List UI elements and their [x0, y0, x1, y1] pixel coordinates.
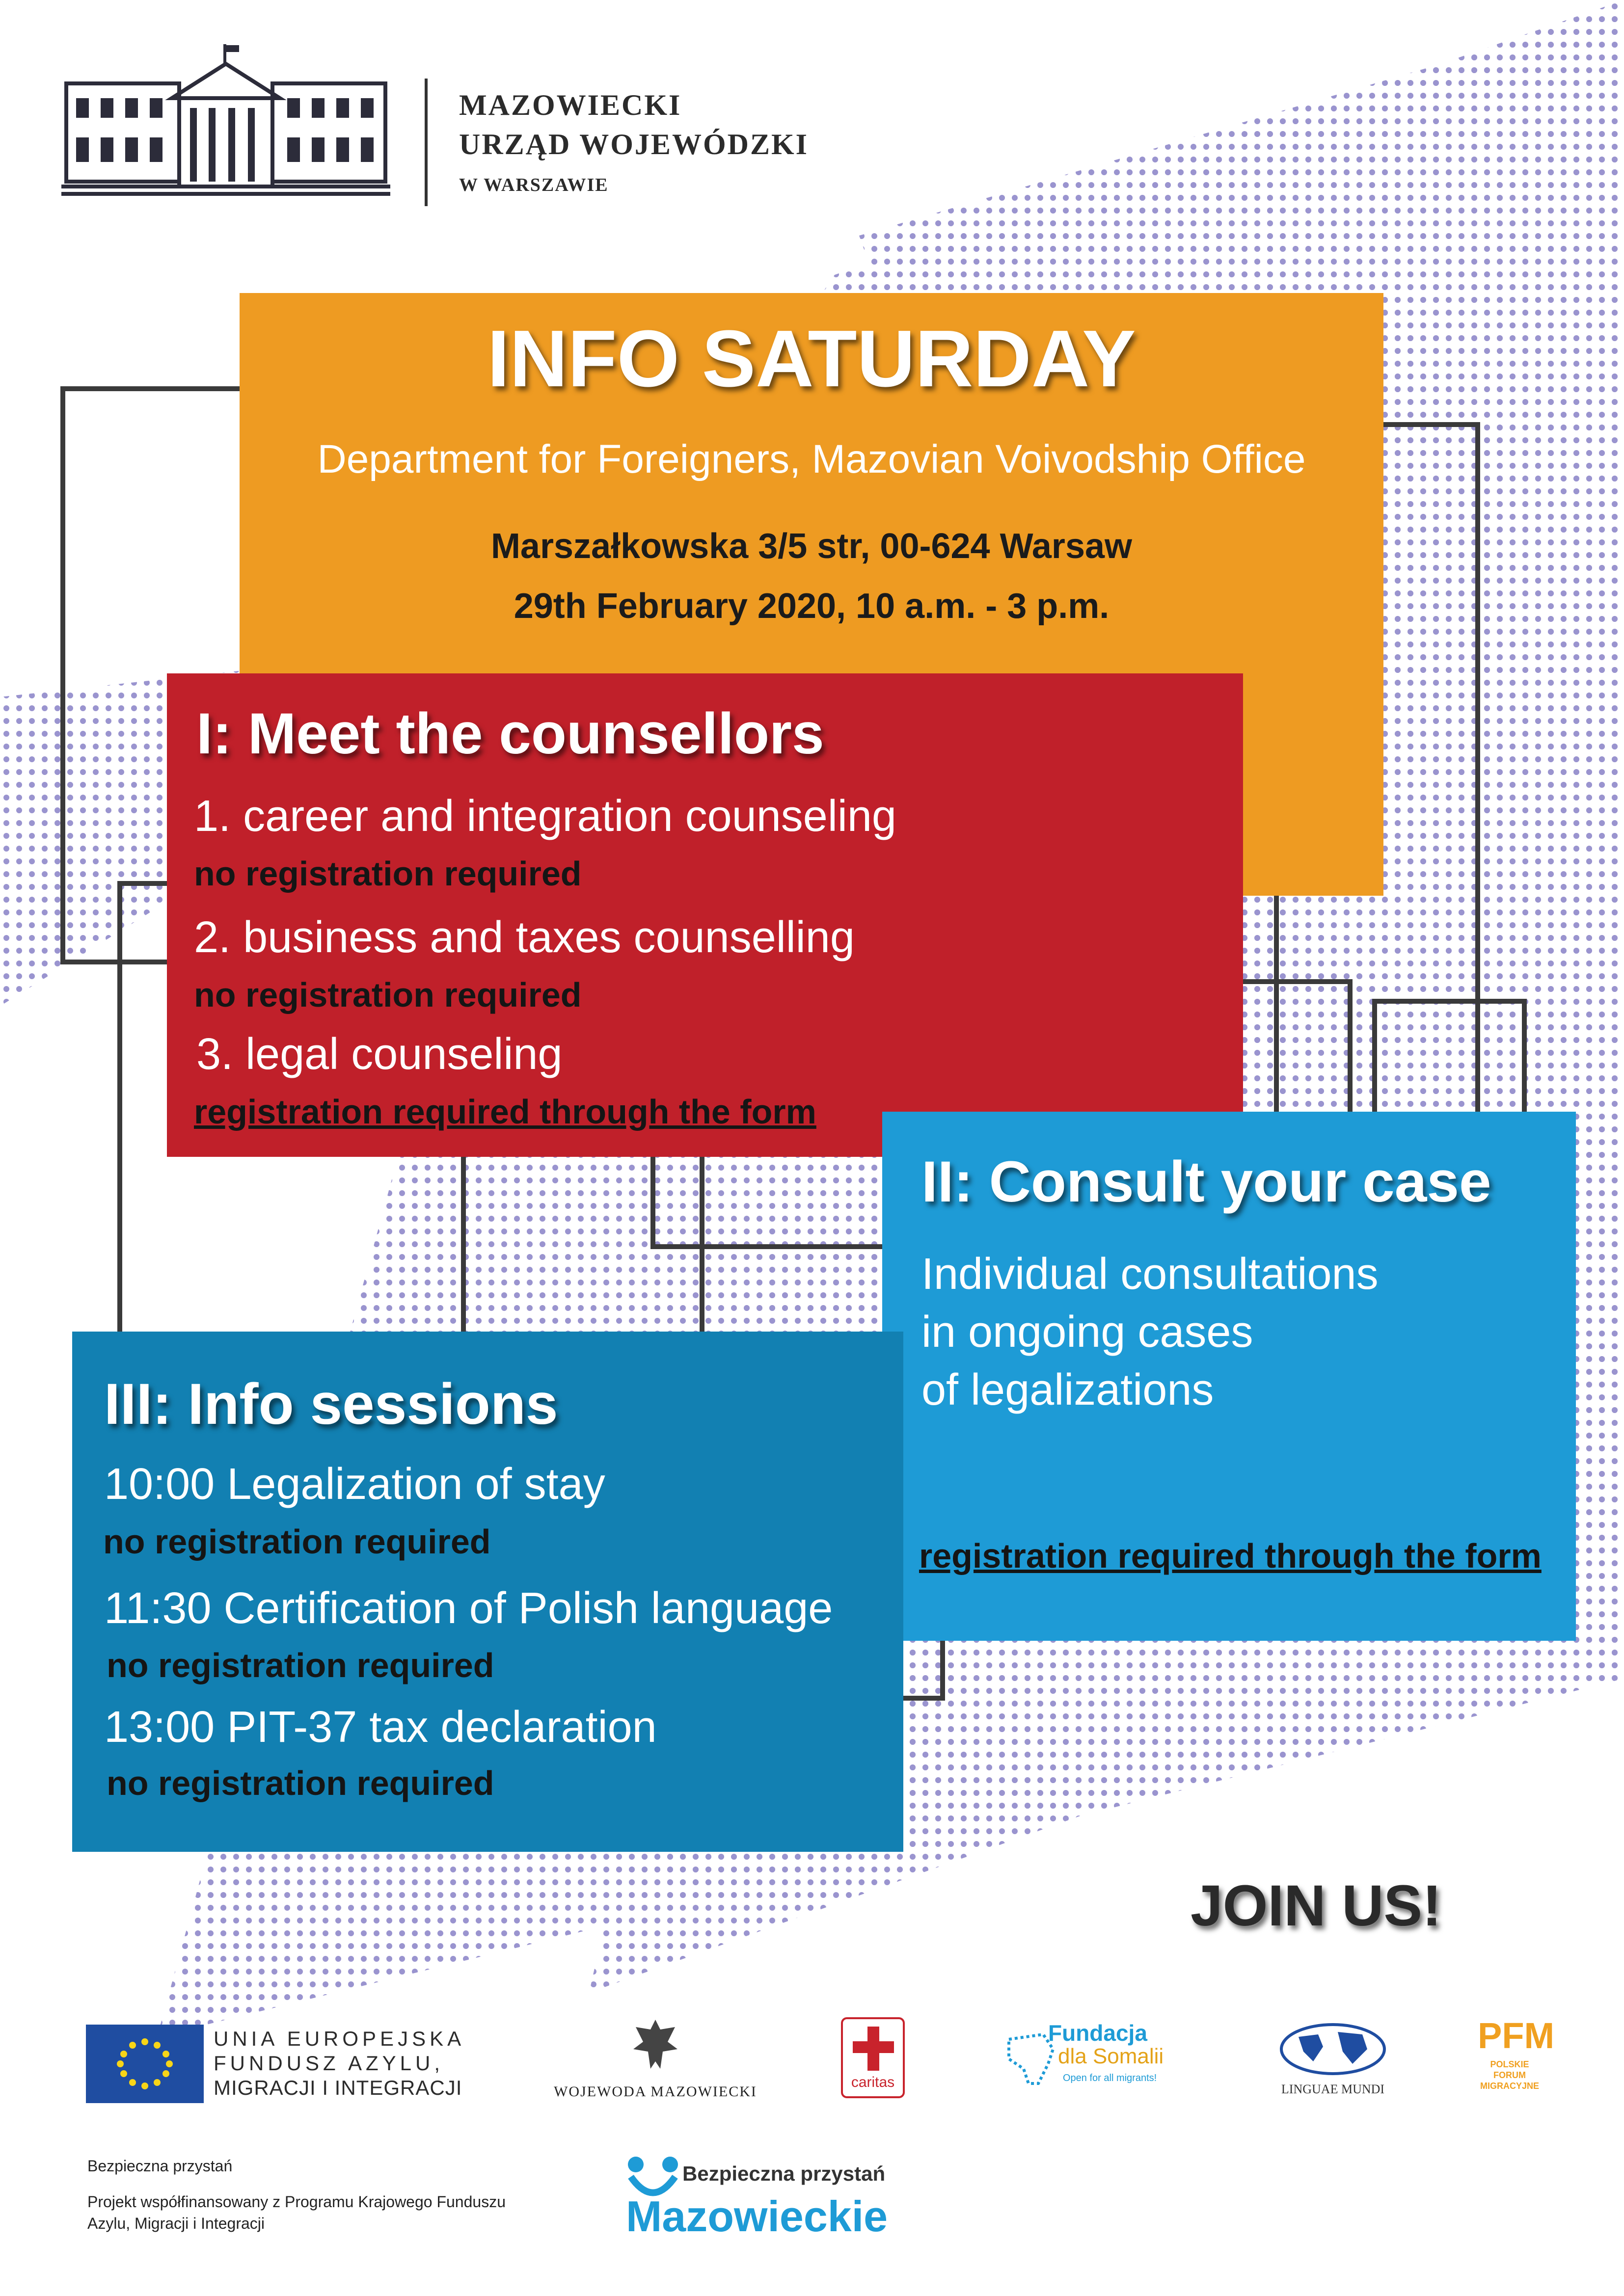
pfm-subtext: POLSKIE FORUM MIGRACYJNE: [1480, 2059, 1539, 2091]
event-subtitle: Department for Foreigners, Mazovian Voivodship Office: [317, 437, 1306, 481]
fundacja-line1: Fundacja: [1048, 2020, 1147, 2046]
org-name-line3: W WARSZAWIE: [459, 175, 609, 195]
caritas-cross-icon: [853, 2027, 894, 2071]
org-name-line2: URZĄD WOJEWÓDZKI: [459, 128, 809, 160]
section1-item-2-note: no registration required: [194, 976, 582, 1014]
header-divider: [425, 79, 428, 206]
office-logo: [61, 44, 896, 211]
session-1-note: no registration required: [103, 1522, 491, 1561]
globe-icon: [1279, 2022, 1387, 2076]
counsellors-panel: [167, 673, 1243, 1157]
section1-item-1-note: no registration required: [194, 854, 582, 893]
building-icon: [61, 44, 390, 201]
project-note-line1: Projekt współfinansowany z Programu Krajowego Funduszu: [87, 2193, 506, 2211]
session-1: 10:00 Legalization of stay: [104, 1460, 605, 1509]
event-title: INFO SATURDAY: [487, 314, 1136, 403]
event-date: 29th February 2020, 10 a.m. - 3 p.m.: [514, 587, 1110, 626]
project-note-title: Bezpieczna przystań: [87, 2157, 233, 2175]
session-2-note: no registration required: [107, 1646, 494, 1684]
bp-line2: Mazowieckie: [626, 2192, 888, 2241]
linguae-mundi-logo: [1269, 2022, 1397, 2101]
caritas-logo: [841, 2017, 905, 2098]
fundacja-line2: dla Somalii: [1058, 2044, 1164, 2068]
linguae-text: LINGUAE MUNDI: [1281, 2082, 1385, 2096]
info-sessions-panel: [72, 1332, 903, 1852]
section1-item-3: 3. legal counseling: [196, 1030, 563, 1079]
project-note-line2: Azylu, Migracji i Integracji: [87, 2215, 265, 2232]
join-us-text: JOIN US!: [1191, 1873, 1442, 1938]
fundacja-tagline: Open for all migrants!: [1063, 2073, 1157, 2083]
eu-line1: UNIA EUROPEJSKA: [214, 2027, 465, 2050]
eu-logo: [86, 2025, 479, 2108]
caritas-text: caritas: [851, 2074, 895, 2090]
consult-case-panel: [882, 1112, 1576, 1641]
fundacja-logo: [999, 2020, 1205, 2093]
eu-line3: MIGRACJI I INTEGRACJI: [214, 2076, 462, 2099]
eagle-emblem-icon: [628, 2015, 682, 2074]
section3-heading: III: Info sessions: [104, 1372, 558, 1437]
pfm-text: PFM: [1478, 2015, 1555, 2056]
eu-line2: FUNDUSZ AZYLU,: [214, 2052, 444, 2075]
wojewoda-text: WOJEWODA MAZOWIECKI: [554, 2083, 757, 2100]
event-address: Marszałkowska 3/5 str, 00-624 Warsaw: [490, 527, 1133, 566]
bezpieczna-przystan-logo: [621, 2155, 935, 2248]
section2-registration-link[interactable]: registration required through the form: [919, 1537, 1542, 1575]
section2-heading: II: Consult your case: [921, 1149, 1491, 1214]
wojewoda-logo: [547, 2015, 763, 2108]
section1-registration-link[interactable]: registration required through the form: [194, 1093, 816, 1131]
session-3-note: no registration required: [107, 1764, 494, 1802]
section2-line-1: Individual consultations: [921, 1250, 1379, 1299]
eu-flag-icon: [86, 2025, 204, 2103]
section2-line-3: of legalizations: [921, 1365, 1214, 1415]
bp-line1: Bezpieczna przystań: [682, 2162, 886, 2185]
section1-item-2: 2. business and taxes counselling: [194, 913, 855, 962]
session-2: 11:30 Certification of Polish language: [104, 1584, 833, 1633]
pfm-logo: [1478, 2015, 1555, 2098]
org-name-line1: MAZOWIECKI: [459, 89, 682, 121]
section1-heading: I: Meet the counsellors: [196, 701, 824, 766]
section1-item-1: 1. career and integration counseling: [194, 792, 896, 841]
session-3: 13:00 PIT-37 tax declaration: [104, 1703, 657, 1752]
section2-line-2: in ongoing cases: [921, 1308, 1253, 1357]
